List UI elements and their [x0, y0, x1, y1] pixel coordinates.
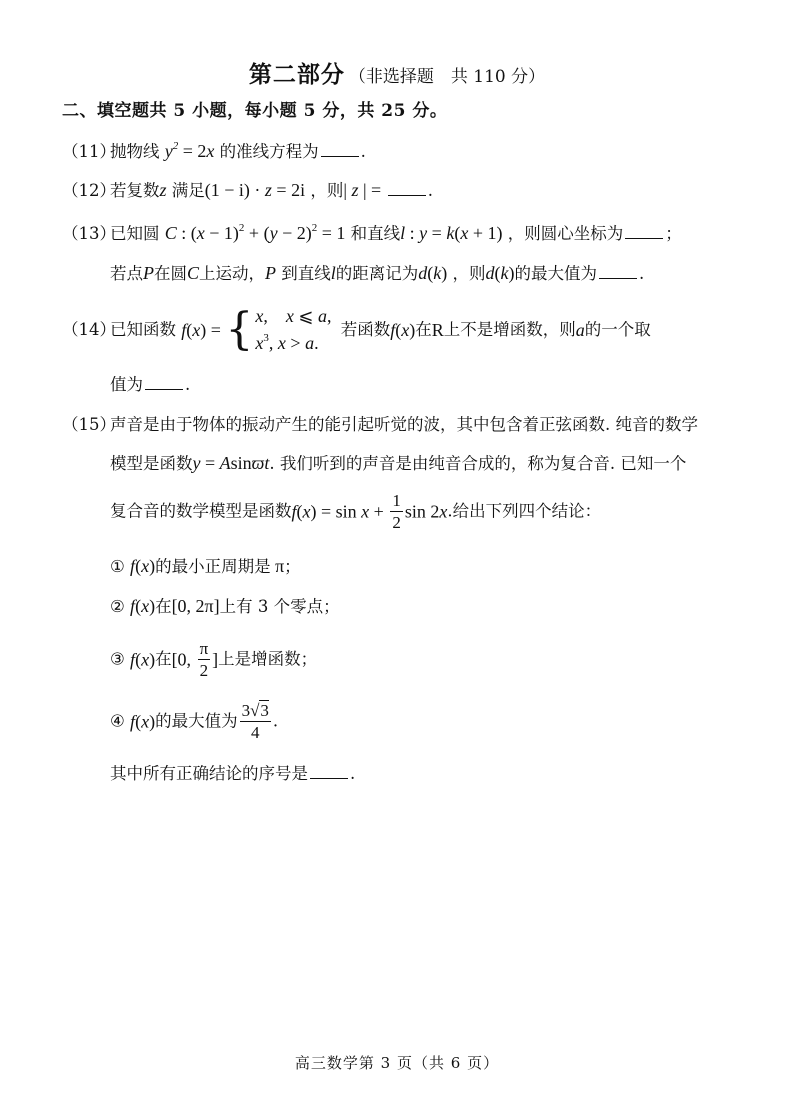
- question-15-line3: 复合音的数学模型是函数f(x) = sin x + $\frac{1}{2}$ sin 2x.给出下列四个结论：: [110, 491, 602, 532]
- conclusion-4: ④ f(x)的最大值为 $\frac{3√3}{4}$ .: [110, 701, 279, 742]
- answer-blank: [599, 264, 637, 279]
- page-footer: 高三数学第 3 页（共 6 页）: [294, 1054, 500, 1072]
- question-15: （15）声音是由于物体的振动产生的能引起听觉的波，其中包含着正弦函数. 纯音的数学: [62, 415, 698, 434]
- question-14: （14）已知函数 f(x) = { x, x ⩽ a, $x^3$, x > a. 若函数f(x)在R上不是增函数，则a的一个取: [62, 304, 651, 355]
- page-subtitle: （非选择题 共 110 分）: [348, 67, 546, 87]
- conclusion-1: ① f(x)的最小正周期是 π；: [110, 556, 301, 576]
- answer-blank: [388, 181, 426, 196]
- answer-blank: [145, 375, 183, 390]
- page-title: 第二部分 （非选择题 共 110 分）: [248, 61, 546, 88]
- question-13: （13）已知圆 C : $(x - 1)^2 + (y - 2)^2 = 1$ 和直线l : y = k(x + 1) ，则圆心坐标为 ；: [62, 222, 682, 243]
- question-14-cont: 值为 .: [110, 375, 191, 394]
- question-13-cont: 若点P在圆C上运动，P 到直线l的距离记为d(k) ，则d(k)的最大值为 .: [110, 263, 645, 283]
- conclusion-2: ② f(x)在[0, 2π]上有 3 个零点；: [110, 596, 340, 616]
- piecewise-function: x, x ⩽ a, $x^3$, x > a.: [255, 306, 332, 353]
- conclusion-3: ③ f(x)在[0, $\frac{\pi}{2}$ ]上是增函数；: [110, 639, 318, 680]
- question-15-final: 其中所有正确结论的序号是 .: [110, 764, 356, 783]
- question-15-line2: 模型是函数y = Asinϖt. 我们听到的声音是由纯音合成的，称为复合音. 已知一个: [110, 453, 687, 473]
- question-11: （11）抛物线 $y^2 = 2x$ 的准线方程为 .: [62, 140, 366, 161]
- section-heading: 二、填空题共 5 小题，每小题 5 分，共 25 分。: [62, 101, 448, 121]
- question-12: （12）若复数z 满足(1 − i) · z = 2i ，则| z | = .: [62, 180, 433, 200]
- answer-blank: [321, 142, 359, 157]
- answer-blank: [625, 224, 663, 239]
- answer-blank: [310, 764, 348, 779]
